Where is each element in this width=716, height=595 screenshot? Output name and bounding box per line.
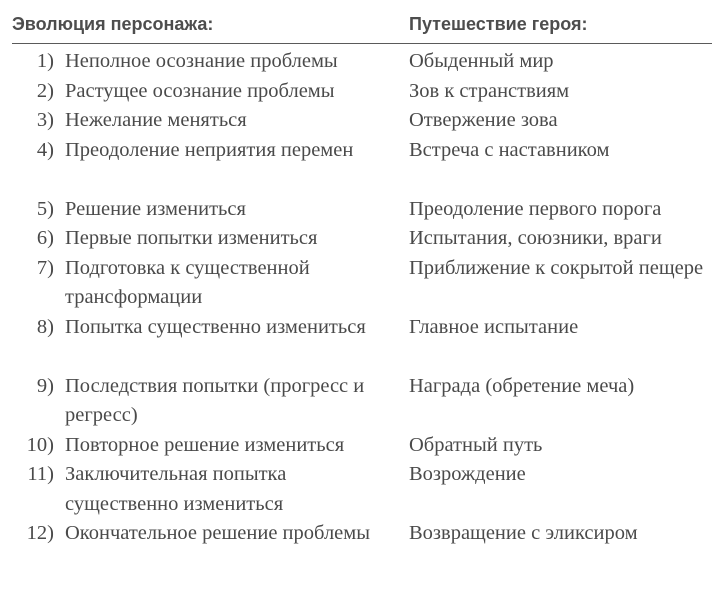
table-row [0, 460, 716, 519]
journey-stage: Главное испытание [409, 315, 579, 338]
row-number: 3) [36, 109, 54, 131]
row-number: 12) [26, 522, 54, 544]
journey-stage: Возвращение с эликсиром [409, 522, 638, 544]
character-stage: Попытка существенно измениться [65, 315, 366, 338]
journey-stage: Встреча с наставником [409, 138, 610, 161]
journey-stage: Награда (обретение меча) [409, 374, 635, 397]
header-divider [12, 43, 712, 44]
character-stage: Решение измениться [65, 197, 246, 220]
row-number: 7) [36, 256, 54, 279]
journey-stage: Возрождение [409, 463, 526, 485]
character-stage: Первые попытки измениться [65, 227, 318, 249]
row-number: 8) [36, 315, 54, 338]
table-row [0, 313, 716, 372]
character-stage: Нежелание меняться [65, 109, 247, 131]
journey-stage: Отвержение зова [409, 109, 558, 131]
row-number: 5) [36, 197, 54, 220]
character-stage: Повторное решение измениться [65, 433, 345, 456]
character-stage: Подготовка к существенной трансформации [65, 256, 310, 308]
table-row [0, 519, 716, 578]
character-stage: Последствия попытки (прогресс и регресс) [65, 374, 365, 426]
row-number: 9) [36, 374, 54, 397]
journey-stage: Обратный путь [409, 433, 543, 456]
table-row [0, 372, 716, 431]
table-row [0, 254, 716, 313]
character-stage: Заключительная попытка существенно измениться [65, 463, 287, 515]
journey-stage: Приближение к сокрытой пещере [409, 256, 704, 279]
journey-stage: Преодоление первого порога [409, 197, 662, 220]
column-title-hero-journey: Путешествие героя: [409, 14, 588, 34]
row-number: 2) [36, 79, 54, 102]
table-row [0, 431, 716, 461]
table-row [0, 195, 716, 225]
character-stage: Окончательное решение проблемы [65, 522, 371, 544]
row-number: 10) [26, 433, 54, 456]
character-stage: Неполное осознание проблемы [65, 50, 338, 72]
column-title-character-evolution: Эволюция персонажа: [12, 14, 214, 34]
journey-stage: Испытания, союзники, враги [409, 227, 662, 249]
table-row [0, 224, 716, 254]
row-number: 11) [27, 463, 54, 485]
table-row [0, 106, 716, 136]
table-row [0, 136, 716, 195]
row-number: 4) [36, 138, 54, 161]
table-row [0, 47, 716, 77]
journey-stage: Зов к странствиям [409, 79, 570, 102]
table-header [12, 11, 710, 41]
table-body [0, 47, 716, 578]
character-stage: Преодоление неприятия перемен [65, 138, 354, 161]
journey-stage: Обыденный мир [409, 50, 554, 72]
character-stage: Растущее осознание проблемы [65, 79, 335, 102]
row-number: 6) [36, 227, 54, 249]
row-number: 1) [36, 50, 54, 72]
table-row [0, 77, 716, 107]
